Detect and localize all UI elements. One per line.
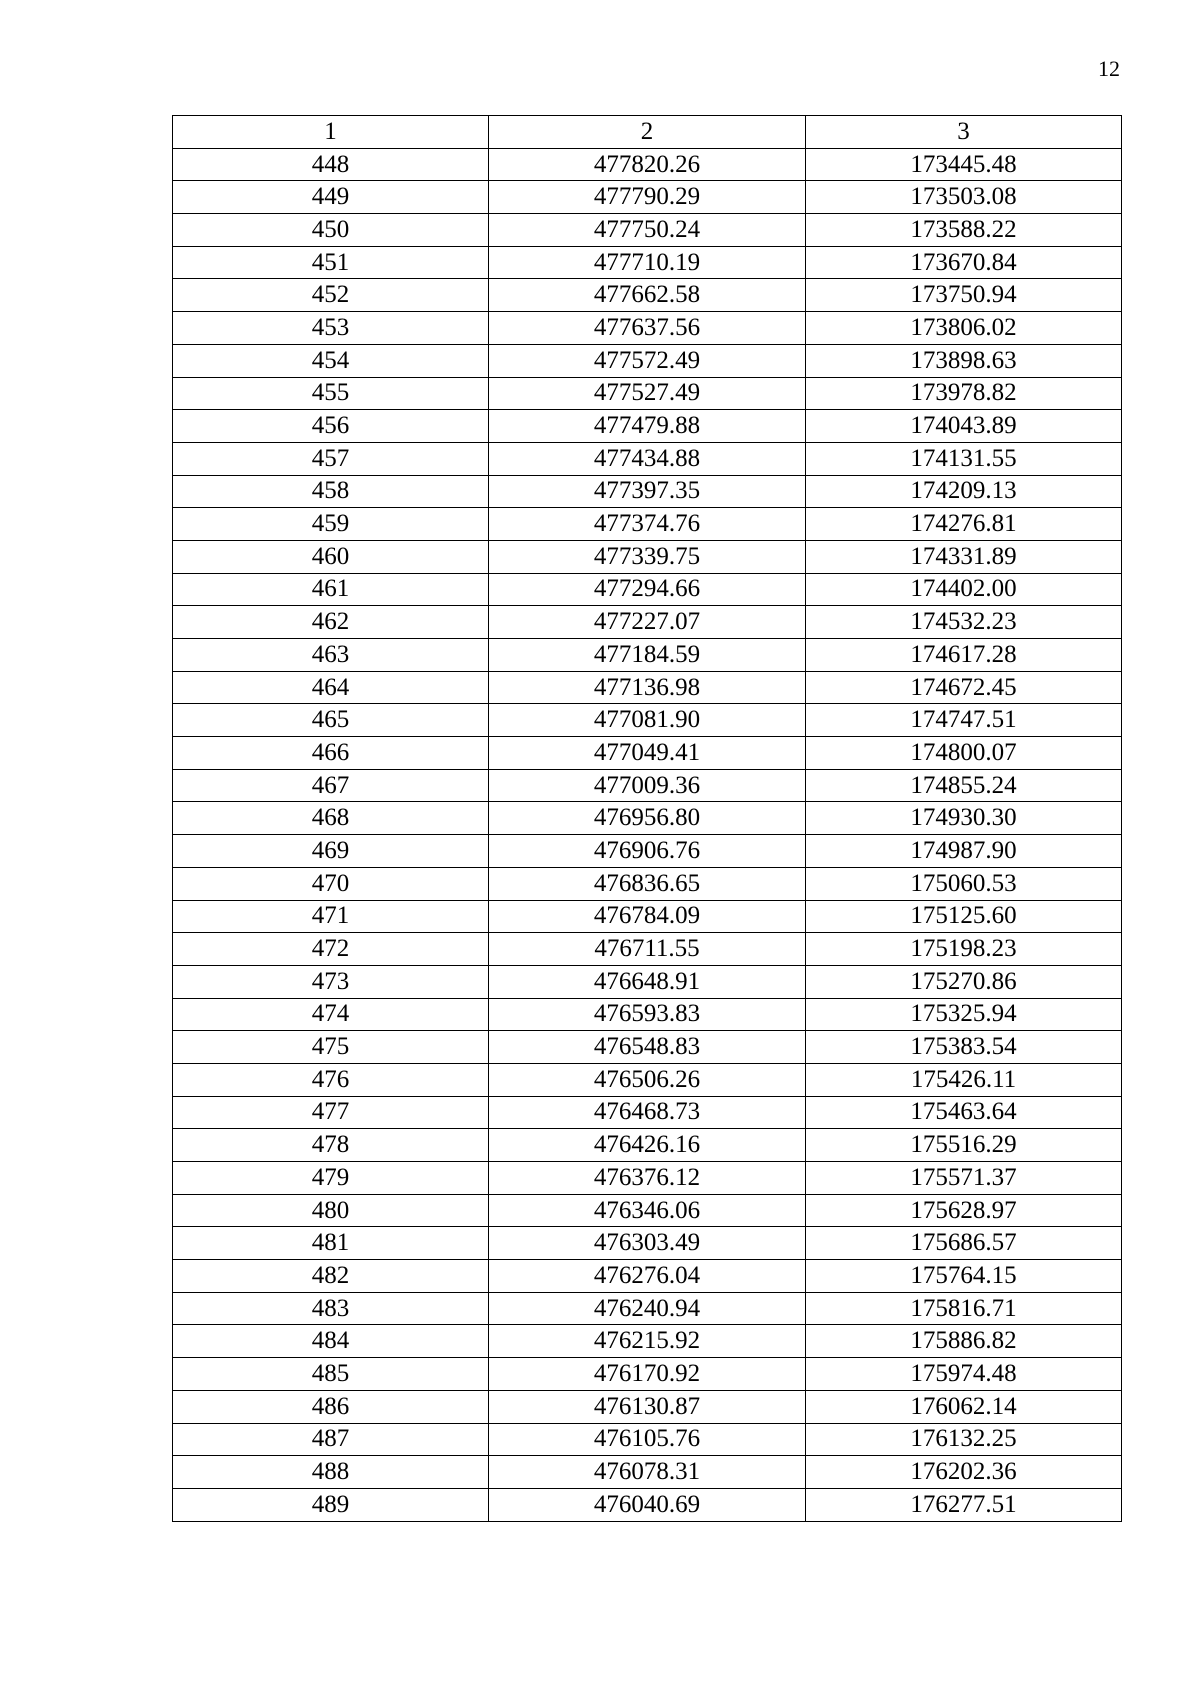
table-row [173, 671, 1122, 704]
x-coordinate-cell: 476548.83 [489, 1031, 806, 1064]
table-row [173, 508, 1122, 541]
x-coordinate-cell: 476506.26 [489, 1063, 806, 1096]
y-coordinate-cell: 174532.23 [806, 606, 1122, 639]
table-row [173, 769, 1122, 802]
point-number-cell: 461 [173, 573, 489, 606]
coordinates-table [172, 115, 1122, 1522]
table-row [173, 410, 1122, 443]
x-coordinate-cell: 476346.06 [489, 1194, 806, 1227]
point-number-cell: 473 [173, 965, 489, 998]
y-coordinate-cell: 174930.30 [806, 802, 1122, 835]
table-row [173, 802, 1122, 835]
x-coordinate-cell: 477527.49 [489, 377, 806, 410]
x-coordinate-cell: 476303.49 [489, 1227, 806, 1260]
x-coordinate-cell: 477434.88 [489, 442, 806, 475]
x-coordinate-cell: 476468.73 [489, 1096, 806, 1129]
table-row [173, 181, 1122, 214]
table-row [173, 998, 1122, 1031]
point-number-cell: 460 [173, 540, 489, 573]
table-row [173, 1488, 1122, 1521]
y-coordinate-cell: 174617.28 [806, 639, 1122, 672]
y-coordinate-cell: 176277.51 [806, 1488, 1122, 1521]
table-row [173, 377, 1122, 410]
point-number-cell: 487 [173, 1423, 489, 1456]
y-coordinate-cell: 175270.86 [806, 965, 1122, 998]
table-row [173, 606, 1122, 639]
y-coordinate-cell: 175426.11 [806, 1063, 1122, 1096]
point-number-cell: 467 [173, 769, 489, 802]
point-number-cell: 459 [173, 508, 489, 541]
point-number-cell: 469 [173, 835, 489, 868]
x-coordinate-cell: 477572.49 [489, 344, 806, 377]
y-coordinate-cell: 175571.37 [806, 1162, 1122, 1195]
x-coordinate-cell: 477637.56 [489, 312, 806, 345]
x-coordinate-cell: 477820.26 [489, 148, 806, 181]
x-coordinate-cell: 477339.75 [489, 540, 806, 573]
x-coordinate-cell: 476593.83 [489, 998, 806, 1031]
table-row [173, 1358, 1122, 1391]
table-body [173, 116, 1122, 1522]
point-number-cell: 484 [173, 1325, 489, 1358]
table-row [173, 573, 1122, 606]
header-cell-3: 3 [806, 116, 1122, 149]
y-coordinate-cell: 175686.57 [806, 1227, 1122, 1260]
table-row [173, 933, 1122, 966]
y-coordinate-cell: 175816.71 [806, 1292, 1122, 1325]
y-coordinate-cell: 174672.45 [806, 671, 1122, 704]
point-number-cell: 481 [173, 1227, 489, 1260]
table-row [173, 900, 1122, 933]
point-number-cell: 453 [173, 312, 489, 345]
point-number-cell: 452 [173, 279, 489, 312]
table-row [173, 442, 1122, 475]
y-coordinate-cell: 174987.90 [806, 835, 1122, 868]
y-coordinate-cell: 175974.48 [806, 1358, 1122, 1391]
table-row [173, 214, 1122, 247]
x-coordinate-cell: 476130.87 [489, 1390, 806, 1423]
point-number-cell: 474 [173, 998, 489, 1031]
point-number-cell: 464 [173, 671, 489, 704]
x-coordinate-cell: 477790.29 [489, 181, 806, 214]
table-row [173, 312, 1122, 345]
y-coordinate-cell: 173588.22 [806, 214, 1122, 247]
point-number-cell: 470 [173, 867, 489, 900]
table-row [173, 1423, 1122, 1456]
y-coordinate-cell: 174402.00 [806, 573, 1122, 606]
y-coordinate-cell: 174855.24 [806, 769, 1122, 802]
table-row [173, 1260, 1122, 1293]
x-coordinate-cell: 477009.36 [489, 769, 806, 802]
point-number-cell: 462 [173, 606, 489, 639]
point-number-cell: 448 [173, 148, 489, 181]
y-coordinate-cell: 174131.55 [806, 442, 1122, 475]
header-cell-2: 2 [489, 116, 806, 149]
point-number-cell: 480 [173, 1194, 489, 1227]
table-row [173, 148, 1122, 181]
point-number-cell: 485 [173, 1358, 489, 1391]
x-coordinate-cell: 477294.66 [489, 573, 806, 606]
x-coordinate-cell: 476711.55 [489, 933, 806, 966]
x-coordinate-cell: 477081.90 [489, 704, 806, 737]
point-number-cell: 476 [173, 1063, 489, 1096]
x-coordinate-cell: 477662.58 [489, 279, 806, 312]
y-coordinate-cell: 175463.64 [806, 1096, 1122, 1129]
table-row [173, 279, 1122, 312]
point-number-cell: 488 [173, 1456, 489, 1489]
point-number-cell: 454 [173, 344, 489, 377]
y-coordinate-cell: 173503.08 [806, 181, 1122, 214]
point-number-cell: 458 [173, 475, 489, 508]
table-row [173, 835, 1122, 868]
table-row [173, 344, 1122, 377]
table-row [173, 867, 1122, 900]
y-coordinate-cell: 174276.81 [806, 508, 1122, 541]
point-number-cell: 482 [173, 1260, 489, 1293]
point-number-cell: 451 [173, 246, 489, 279]
table-row [173, 1456, 1122, 1489]
point-number-cell: 463 [173, 639, 489, 672]
table-row [173, 1227, 1122, 1260]
x-coordinate-cell: 476240.94 [489, 1292, 806, 1325]
table-row [173, 1031, 1122, 1064]
y-coordinate-cell: 175060.53 [806, 867, 1122, 900]
x-coordinate-cell: 477136.98 [489, 671, 806, 704]
x-coordinate-cell: 477710.19 [489, 246, 806, 279]
table-row [173, 1162, 1122, 1195]
point-number-cell: 449 [173, 181, 489, 214]
y-coordinate-cell: 173806.02 [806, 312, 1122, 345]
point-number-cell: 478 [173, 1129, 489, 1162]
y-coordinate-cell: 173670.84 [806, 246, 1122, 279]
point-number-cell: 466 [173, 737, 489, 770]
table-row [173, 1096, 1122, 1129]
y-coordinate-cell: 175198.23 [806, 933, 1122, 966]
point-number-cell: 471 [173, 900, 489, 933]
table-row [173, 704, 1122, 737]
x-coordinate-cell: 477374.76 [489, 508, 806, 541]
table-row [173, 965, 1122, 998]
x-coordinate-cell: 476836.65 [489, 867, 806, 900]
point-number-cell: 475 [173, 1031, 489, 1064]
page-number: 12 [1098, 56, 1120, 81]
y-coordinate-cell: 173750.94 [806, 279, 1122, 312]
x-coordinate-cell: 476956.80 [489, 802, 806, 835]
table-row [173, 246, 1122, 279]
point-number-cell: 457 [173, 442, 489, 475]
point-number-cell: 477 [173, 1096, 489, 1129]
x-coordinate-cell: 477049.41 [489, 737, 806, 770]
table-row [173, 1292, 1122, 1325]
y-coordinate-cell: 174043.89 [806, 410, 1122, 443]
y-coordinate-cell: 175628.97 [806, 1194, 1122, 1227]
table-row [173, 1129, 1122, 1162]
y-coordinate-cell: 174747.51 [806, 704, 1122, 737]
y-coordinate-cell: 176202.36 [806, 1456, 1122, 1489]
table-row [173, 1325, 1122, 1358]
x-coordinate-cell: 477184.59 [489, 639, 806, 672]
x-coordinate-cell: 476648.91 [489, 965, 806, 998]
y-coordinate-cell: 173445.48 [806, 148, 1122, 181]
y-coordinate-cell: 175325.94 [806, 998, 1122, 1031]
y-coordinate-cell: 174209.13 [806, 475, 1122, 508]
table-row [173, 1063, 1122, 1096]
y-coordinate-cell: 175764.15 [806, 1260, 1122, 1293]
point-number-cell: 472 [173, 933, 489, 966]
header-cell-1: 1 [173, 116, 489, 149]
y-coordinate-cell: 174331.89 [806, 540, 1122, 573]
point-number-cell: 465 [173, 704, 489, 737]
x-coordinate-cell: 477397.35 [489, 475, 806, 508]
x-coordinate-cell: 476105.76 [489, 1423, 806, 1456]
point-number-cell: 483 [173, 1292, 489, 1325]
x-coordinate-cell: 476376.12 [489, 1162, 806, 1195]
x-coordinate-cell: 476784.09 [489, 900, 806, 933]
point-number-cell: 455 [173, 377, 489, 410]
x-coordinate-cell: 476078.31 [489, 1456, 806, 1489]
x-coordinate-cell: 476215.92 [489, 1325, 806, 1358]
y-coordinate-cell: 175516.29 [806, 1129, 1122, 1162]
x-coordinate-cell: 477227.07 [489, 606, 806, 639]
table-row [173, 540, 1122, 573]
y-coordinate-cell: 174800.07 [806, 737, 1122, 770]
x-coordinate-cell: 476040.69 [489, 1488, 806, 1521]
x-coordinate-cell: 477750.24 [489, 214, 806, 247]
x-coordinate-cell: 477479.88 [489, 410, 806, 443]
y-coordinate-cell: 176132.25 [806, 1423, 1122, 1456]
point-number-cell: 489 [173, 1488, 489, 1521]
table-row [173, 1194, 1122, 1227]
table-row [173, 737, 1122, 770]
x-coordinate-cell: 476426.16 [489, 1129, 806, 1162]
x-coordinate-cell: 476906.76 [489, 835, 806, 868]
y-coordinate-cell: 173978.82 [806, 377, 1122, 410]
y-coordinate-cell: 175886.82 [806, 1325, 1122, 1358]
point-number-cell: 486 [173, 1390, 489, 1423]
point-number-cell: 450 [173, 214, 489, 247]
y-coordinate-cell: 176062.14 [806, 1390, 1122, 1423]
table-header-row [173, 116, 1122, 149]
point-number-cell: 456 [173, 410, 489, 443]
table-row [173, 639, 1122, 672]
point-number-cell: 479 [173, 1162, 489, 1195]
table-row [173, 1390, 1122, 1423]
y-coordinate-cell: 175125.60 [806, 900, 1122, 933]
y-coordinate-cell: 173898.63 [806, 344, 1122, 377]
point-number-cell: 468 [173, 802, 489, 835]
y-coordinate-cell: 175383.54 [806, 1031, 1122, 1064]
x-coordinate-cell: 476276.04 [489, 1260, 806, 1293]
table-row [173, 475, 1122, 508]
x-coordinate-cell: 476170.92 [489, 1358, 806, 1391]
